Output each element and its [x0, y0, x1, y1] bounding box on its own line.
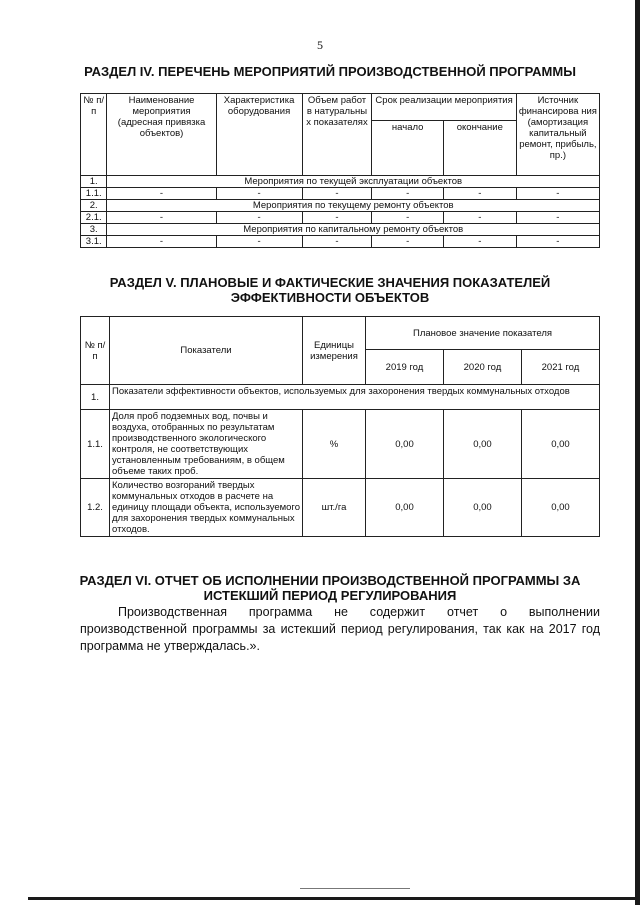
value-cell: 0,00 — [366, 410, 444, 479]
table-cell: - — [107, 236, 216, 248]
unit-cell: шт./га — [303, 479, 366, 537]
table-cell: - — [216, 236, 302, 248]
table-cell: - — [443, 188, 516, 200]
table-cell: - — [107, 188, 216, 200]
value-cell: 0,00 — [366, 479, 444, 537]
col-equipment-header: Характеристика оборудования — [216, 94, 302, 176]
table-row — [81, 176, 600, 188]
col-year-2021: 2021 год — [521, 350, 599, 385]
unit-cell: % — [303, 410, 366, 479]
section-5-title-line2: ЭФФЕКТИВНОСТИ ОБЪЕКТОВ — [230, 290, 430, 305]
table-row — [81, 479, 600, 537]
col-start-header: начало — [372, 121, 443, 176]
section-6-title-line1: РАЗДЕЛ VI. ОТЧЕТ ОБ ИСПОЛНЕНИИ ПРОИЗВОДСТВЕННОЙ ПРОГРАММЫ ЗА — [79, 573, 581, 588]
table-cell: - — [443, 212, 516, 224]
indicator-text: Количество возгораний твердых коммунальных отходов в расчете на единицу площади объекта, используемого для захоронения твердых коммунальных отходов. — [110, 479, 303, 537]
table-cell: - — [216, 212, 302, 224]
row-num: 1. — [81, 385, 110, 410]
row-num: 1.1. — [81, 410, 110, 479]
table-row — [81, 385, 600, 410]
table-row — [81, 212, 600, 224]
row-num: 3.1. — [81, 236, 107, 248]
value-cell: 0,00 — [521, 410, 599, 479]
col-year-2019: 2019 год — [366, 350, 444, 385]
table-cell: - — [516, 188, 599, 200]
row-num: 1.2. — [81, 479, 110, 537]
row-group-label: Показатели эффективности объектов, используемых для захоронения твердых коммунальных отходов — [110, 385, 600, 410]
table-row — [81, 224, 600, 236]
value-cell: 0,00 — [443, 479, 521, 537]
value-cell: 0,00 — [443, 410, 521, 479]
scan-edge-bottom — [28, 897, 640, 900]
row-num: 1. — [81, 176, 107, 188]
activities-table — [80, 93, 600, 248]
col-volume-header: Объем работ в натуральны х показателях — [302, 94, 372, 176]
indicator-text: Доля проб подземных вод, почвы и воздуха, отобранных по результатам производственного экологического контроля, не соответствующих установленным требованиям, в общем объеме таких проб. — [110, 410, 303, 479]
value-cell: 0,00 — [521, 479, 599, 537]
table-cell: - — [107, 212, 216, 224]
table-cell: - — [216, 188, 302, 200]
table-cell: - — [372, 212, 443, 224]
scan-line — [300, 888, 410, 889]
table-row — [81, 236, 600, 248]
row-num: 1.1. — [81, 188, 107, 200]
section-5-title — [60, 275, 600, 305]
row-num: 2. — [81, 200, 107, 212]
row-group-label: Мероприятия по текущей эксплуатации объектов — [107, 176, 600, 188]
col-end-header: окончание — [443, 121, 516, 176]
section-5-title-line1: РАЗДЕЛ V. ПЛАНОВЫЕ И ФАКТИЧЕСКИЕ ЗНАЧЕНИЯ ПОКАЗАТЕЛЕЙ — [109, 275, 551, 290]
table-row — [81, 200, 600, 212]
indicators-table — [80, 316, 600, 537]
section-6-title — [60, 573, 600, 603]
col-source-header: Источник финансирова ния (амортизация капитальный ремонт, прибыль, пр.) — [516, 94, 599, 176]
table-cell: - — [443, 236, 516, 248]
table-cell: - — [302, 212, 372, 224]
col-name-header: Наименование мероприятия (адресная привязка объектов) — [107, 94, 216, 176]
table-cell: - — [302, 236, 372, 248]
row-num: 2.1. — [81, 212, 107, 224]
col-planned-header: Плановое значение показателя — [366, 317, 600, 350]
row-group-label: Мероприятия по капитальному ремонту объектов — [107, 224, 600, 236]
col-period-header: Срок реализации мероприятия — [372, 94, 516, 121]
section-4-title: РАЗДЕЛ IV. ПЕРЕЧЕНЬ МЕРОПРИЯТИЙ ПРОИЗВОДСТВЕННОЙ ПРОГРАММЫ — [84, 64, 576, 79]
row-num: 3. — [81, 224, 107, 236]
table-cell: - — [372, 188, 443, 200]
table-cell: - — [372, 236, 443, 248]
scan-edge-right — [635, 0, 640, 905]
col-units-header: Единицы измерения — [303, 317, 366, 385]
table-row — [81, 188, 600, 200]
table-row — [81, 410, 600, 479]
table-cell: - — [302, 188, 372, 200]
col-num-header: № п/ п — [81, 94, 107, 176]
col-num-header: № п/п — [81, 317, 110, 385]
paragraph-text: Производственная программа не содержит отчет о выполнении производственной программы за истекший период регулирования, так как на 2017 год программа не утверждалась.». — [80, 605, 600, 653]
section-6-title-line2: ИСТЕКШИЙ ПЕРИОД РЕГУЛИРОВАНИЯ — [203, 588, 457, 603]
table-cell: - — [516, 236, 599, 248]
row-group-label: Мероприятия по текущему ремонту объектов — [107, 200, 600, 212]
section-6-paragraph — [80, 604, 600, 655]
table-cell: - — [516, 212, 599, 224]
page-number: 5 — [317, 38, 323, 52]
col-year-2020: 2020 год — [443, 350, 521, 385]
col-indicators-header: Показатели — [110, 317, 303, 385]
